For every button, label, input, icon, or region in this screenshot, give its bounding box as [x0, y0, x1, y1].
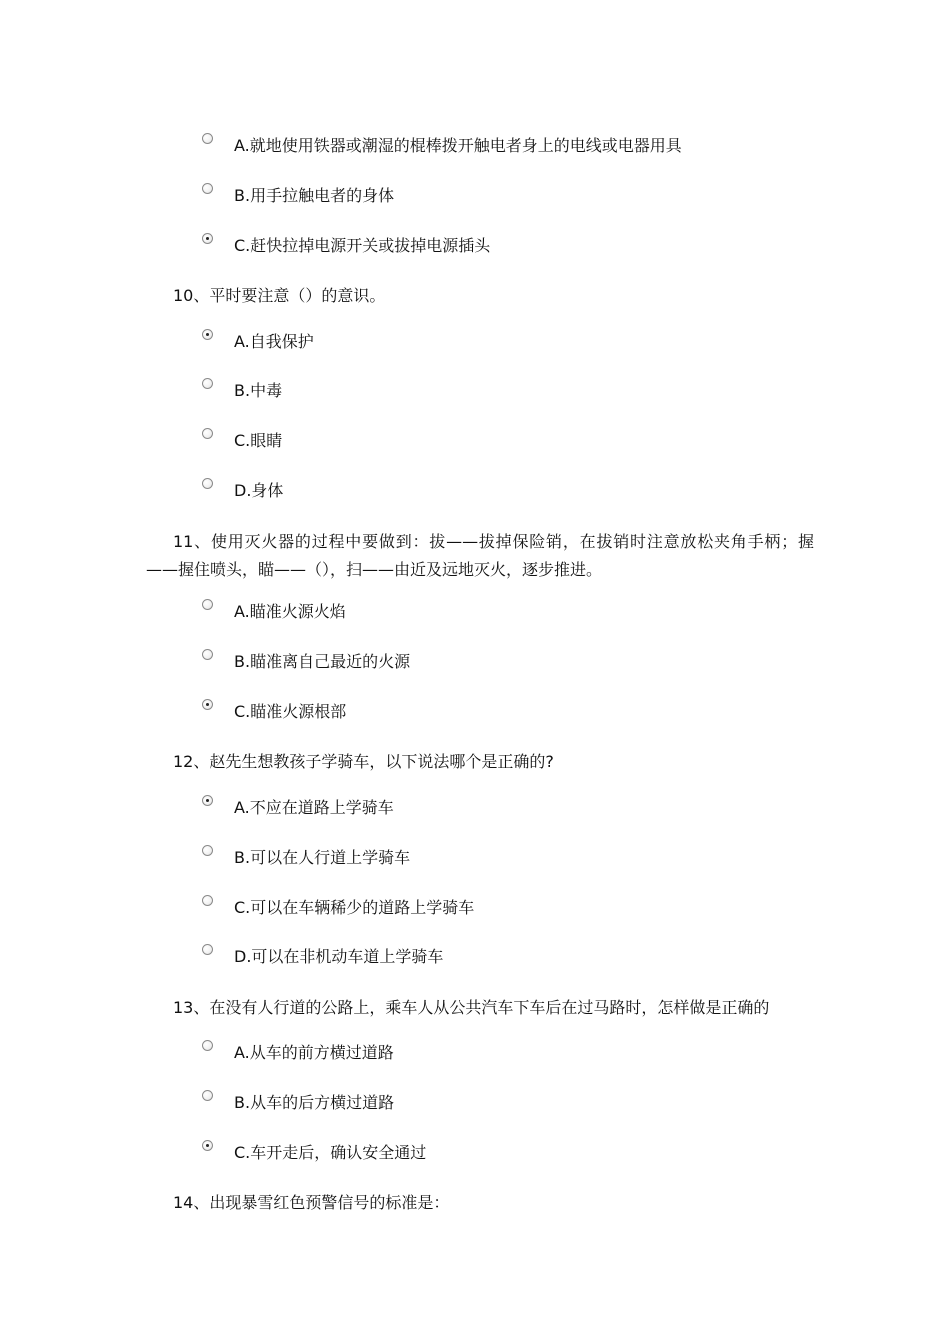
- radio-button[interactable]: [202, 599, 213, 610]
- option-label: C.车开走后，确认安全通过: [234, 1143, 427, 1162]
- option-label: A.不应在道路上学骑车: [234, 798, 394, 817]
- option-label: D.可以在非机动车道上学骑车: [234, 947, 444, 966]
- option-label: A.就地使用铁器或潮湿的棍棒拨开触电者身上的电线或电器用具: [234, 136, 682, 155]
- radio-button[interactable]: [202, 183, 213, 194]
- radio-button-selected[interactable]: [202, 233, 213, 244]
- option-label: D.身体: [234, 481, 284, 500]
- option-label: A.自我保护: [234, 332, 314, 351]
- radio-button[interactable]: [202, 845, 213, 856]
- option-label: C.瞄准火源根部: [234, 702, 347, 721]
- option-label: C.赶快拉掉电源开关或拔掉电源插头: [234, 236, 491, 255]
- option-label: C.可以在车辆稀少的道路上学骑车: [234, 898, 475, 917]
- option-label: B.可以在人行道上学骑车: [234, 848, 411, 867]
- question-10: 10、平时要注意（）的意识。: [173, 286, 386, 305]
- radio-button[interactable]: [202, 133, 213, 144]
- radio-button-selected[interactable]: [202, 699, 213, 710]
- radio-button[interactable]: [202, 478, 213, 489]
- radio-button-selected[interactable]: [202, 1140, 213, 1151]
- option-label: C.眼睛: [234, 431, 283, 450]
- radio-button[interactable]: [202, 1090, 213, 1101]
- radio-button[interactable]: [202, 895, 213, 906]
- option-label: A.从车的前方横过道路: [234, 1043, 394, 1062]
- option-label: A.瞄准火源火焰: [234, 602, 346, 621]
- radio-button[interactable]: [202, 1040, 213, 1051]
- radio-button-selected[interactable]: [202, 329, 213, 340]
- radio-button-selected[interactable]: [202, 795, 213, 806]
- option-label: B.用手拉触电者的身体: [234, 186, 395, 205]
- question-14: 14、出现暴雪红色预警信号的标准是：: [173, 1193, 450, 1212]
- radio-button[interactable]: [202, 428, 213, 439]
- question-12: 12、赵先生想教孩子学骑车，以下说法哪个是正确的?: [173, 752, 554, 771]
- option-label: B.从车的后方横过道路: [234, 1093, 395, 1112]
- radio-button[interactable]: [202, 378, 213, 389]
- option-label: B.瞄准离自己最近的火源: [234, 652, 411, 671]
- question-11: 11、使用灭火器的过程中要做到：拔——拔掉保险销，在拔销时注意放松夹角手柄；握——握住喷头，瞄——（），扫——由近及远地灭火，逐步推进。: [146, 532, 814, 579]
- question-13: 13、在没有人行道的公路上，乘车人从公共汽车下车后在过马路时，怎样做是正确的: [173, 998, 770, 1017]
- option-label: B.中毒: [234, 381, 283, 400]
- radio-button[interactable]: [202, 649, 213, 660]
- radio-button[interactable]: [202, 944, 213, 955]
